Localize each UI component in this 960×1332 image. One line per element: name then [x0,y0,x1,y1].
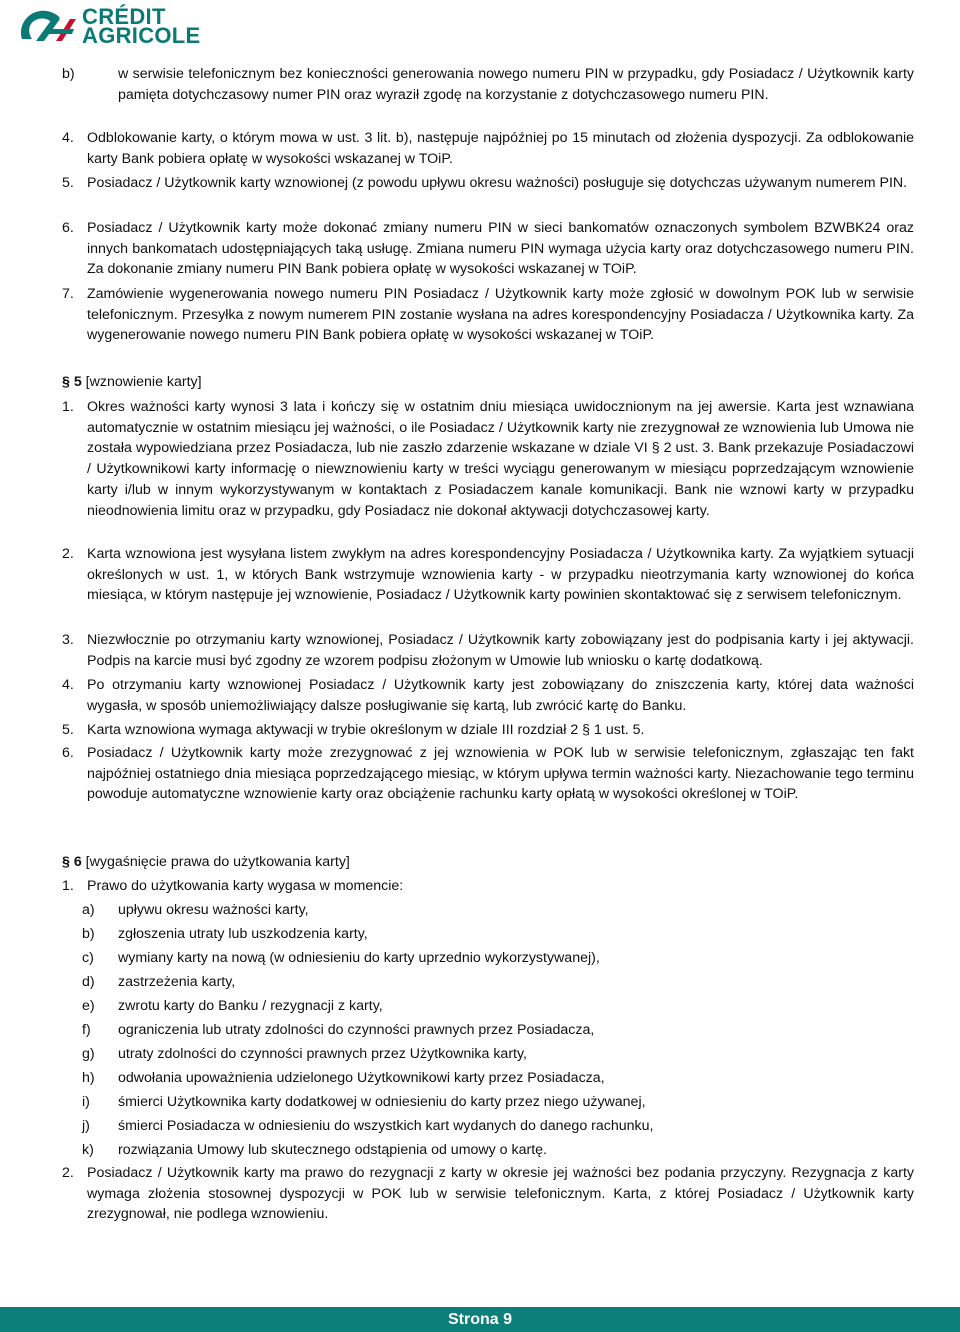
list-text: Posiadacz / Użytkownik karty może zrezygnować z jej wznowienia w POK lub w serwisie telefonicznym, zgłaszając ten fakt najpóźniej ostatniego dnia miesiąca poprzedzającego miesiąc, w którym upływa termin ważności karty. Niezachowanie tego terminu powoduje automatyczne wznowienie karty oraz obciążenie rachunku karty opłatą w wysokości określonej w TOiP. [87,745,914,803]
sub-list-text: ograniczenia lub utraty zdolności do czynności prawnych przez Posiadacza, [118,1022,595,1038]
list-text: Niezwłocznie po otrzymaniu karty wznowionej, Posiadacz / Użytkownik karty zobowiązany jest do podpisania karty i jej aktywacji. Podpis na karcie musi być zgodny ze wzorem podpisu złożonym w Umowie lub wniosku o kartę dodatkową. [87,632,914,669]
sub-list-text: zastrzeżenia karty, [118,974,236,990]
list-text: Prawo do użytkowania karty wygasa w momencie: [87,878,404,894]
sub-list-item [82,1092,914,1113]
page-footer [0,1307,960,1332]
sub-list-marker: e) [82,998,95,1014]
list-item [62,743,914,805]
sub-list-item [82,924,914,945]
sub-list-item [82,972,914,993]
list-item [62,1163,914,1225]
list-text: w serwisie telefonicznym bez konieczności generowania nowego numeru PIN w przypadku, gdy Posiadacz / Użytkownik karty pamięta dotychczasowy numer PIN oraz wyraził zgodę na korzystanie z dotychczasowego numeru PIN. [118,66,914,103]
sub-list-text: rozwiązania Umowy lub skutecznego odstąpienia od umowy o kartę. [118,1142,547,1158]
credit-agricole-logo-icon [16,5,76,47]
section-heading-6 [62,852,350,873]
brand-name [82,4,201,48]
section-heading-5 [62,372,202,393]
list-item [62,284,914,346]
list-marker: 1. [62,399,74,415]
sub-list-item [82,900,914,921]
sub-list-item [82,1140,914,1161]
section-number: § 6 [62,854,82,870]
list-item [62,544,914,606]
list-text: Posiadacz / Użytkownik karty wznowionej (z powodu upływu okresu ważności) posługuje się dotychczas używanym numerem PIN. [87,175,908,191]
list-text: Karta wznowiona wymaga aktywacji w trybie określonym w dziale III rozdział 2 § 1 ust. 5. [87,722,645,738]
list-marker: 4. [62,677,74,693]
list-item [62,876,914,897]
sub-list-item [82,1116,914,1137]
sub-list-item [82,1020,914,1041]
sub-list-marker: f) [82,1022,91,1038]
section-title: [wznowienie karty] [81,374,202,390]
sub-list-item [82,996,914,1017]
list-marker: 2. [62,546,74,562]
list-marker: 3. [62,632,74,648]
list-marker: 6. [62,220,74,236]
list-marker: 1. [62,878,74,894]
list-marker: 5. [62,722,74,738]
brand-line1: CRÉDIT [82,4,166,29]
sub-list-item [82,1068,914,1089]
list-text: Zamówienie wygenerowania nowego numeru PIN Posiadacz / Użytkownik karty może zgłosić w dowolnym POK lub w serwisie telefonicznym. Przesyłka z nowym numerem PIN zostanie wysłana na adres korespondencyjny Posiadacza / Użytkownika karty. Za wygenerowanie nowego numeru PIN Bank pobiera opłatę w wysokości wskazanej w TOiP. [87,286,914,344]
sub-list-text: wymiany karty na nową (w odniesieniu do karty uprzednio wykorzystywanej), [118,950,600,966]
list-item [62,173,914,194]
list-text: Odblokowanie karty, o którym mowa w ust. 3 lit. b), następuje najpóźniej po 15 minutach od złożenia dyspozycji. Za odblokowanie karty Bank pobiera opłatę w wysokości wskazanej w TOiP. [87,130,914,167]
list-item [62,630,914,671]
sub-list-marker: k) [82,1142,94,1158]
section-number: § 5 [62,374,82,390]
list-text: Karta wznowiona jest wysyłana listem zwykłym na adres korespondencyjny Posiadacza / Użytkownika karty. Za wyjątkiem sytuacji określonych w ust. 1, w których Bank wstrzymuje wznowienia karty - w przypadku nieotrzymania karty wznowionej do końca miesiąca, w którym następuje jej wznowienie, Posiadacz / Użytkownik karty powinien skontaktować się z serwisem telefonicznym. [87,546,914,604]
list-marker: 6. [62,745,74,761]
list-item [62,218,914,280]
list-item [62,128,914,169]
sub-list-marker: a) [82,902,95,918]
sub-list-text: śmierci Posiadacza w odniesieniu do wszystkich kart wydanych do danego rachunku, [118,1118,654,1134]
list-marker: 7. [62,286,74,302]
brand-line2: AGRICOLE [82,23,201,48]
list-item [62,720,914,741]
sub-list-item [82,1044,914,1065]
section-title: [wygaśnięcie prawa do użytkowania karty] [81,854,350,870]
list-marker: 5. [62,175,74,191]
sub-list-marker: c) [82,950,94,966]
sub-list-text: zgłoszenia utraty lub uszkodzenia karty, [118,926,368,942]
list-text: Po otrzymaniu karty wznowionej Posiadacz / Użytkownik karty jest zobowiązany do zniszczenia karty, której data ważności wygasła, w sposób uniemożliwiający dalsze posługiwanie się kartą, lub zwrócić kartę do Banku. [87,677,914,714]
sub-list-item [82,948,914,969]
sub-list-marker: d) [82,974,95,990]
list-item [62,397,914,521]
sub-list-marker: h) [82,1070,95,1086]
sub-list-text: odwołania upoważnienia udzielonego Użytkownikowi karty przez Posiadacza, [118,1070,605,1086]
sub-list-marker: i) [82,1094,90,1110]
sub-list-marker: b) [82,926,95,942]
list-marker: 2. [62,1165,74,1181]
sub-list-text: zwrotu karty do Banku / rezygnacji z karty, [118,998,383,1014]
list-item-b [62,64,914,105]
sub-list-text: śmierci Użytkownika karty dodatkowej w odniesieniu do karty przez niego używanej, [118,1094,646,1110]
brand-logo [16,4,201,48]
list-marker: b) [62,66,75,82]
sub-list-text: utraty zdolności do czynności prawnych przez Użytkownika karty, [118,1046,527,1062]
list-text: Posiadacz / Użytkownik karty ma prawo do rezygnacji z karty w okresie jej ważności bez podania przyczyny. Rezygnacja z karty wymaga złożenia stosownej dyspozycji w POK lub w serwisie telefonicznym. Karta, z której Posiadacz / Użytkownik karty zrezygnował, nie podlega wznowieniu. [87,1165,914,1223]
list-text: Posiadacz / Użytkownik karty może dokonać zmiany numeru PIN w sieci bankomatów oznaczonych symbolem BZWBK24 oraz innych bankomatach udostępniających taką usługę. Zmiana numeru PIN wymaga użycia karty oraz dotychczasowego numeru PIN. Za dokonanie zmiany numeru PIN Bank pobiera opłatę w wysokości wskazanej w TOiP. [87,220,914,278]
list-text: Okres ważności karty wynosi 3 lata i kończy się w ostatnim dniu miesiąca uwidocznionym na jej awersie. Karta jest wznawiana automatycznie w ostatnim miesiącu jej ważności, o ile Posiadacz / Użytkownik karty nie zrezygnował ze wznowienia lub Umowa nie została wypowiedziana przez Posiadacza, lub nie zaszło zdarzenie wskazane w dziale VI § 2 ust. 3. Bank przekazuje Posiadaczowi / Użytkownikowi karty informację o niewznowieniu karty w treści wyciągu generowanym w miesiącu poprzedzającym wznowienie karty i/lub w innym wykorzystywanym w kontaktach z Posiadaczem kanale komunikacji. Bank nie wznowi karty w przypadku nieodnowienia limitu oraz w przypadku, gdy Posiadacz nie dokonał aktywacji dotychczasowej karty. [87,399,914,519]
page-number: Strona 9 [447,1311,512,1328]
sub-list-text: upływu okresu ważności karty, [118,902,309,918]
list-marker: 4. [62,130,74,146]
sub-list-marker: g) [82,1046,95,1062]
sub-list-marker: j) [82,1118,90,1134]
list-item [62,675,914,716]
